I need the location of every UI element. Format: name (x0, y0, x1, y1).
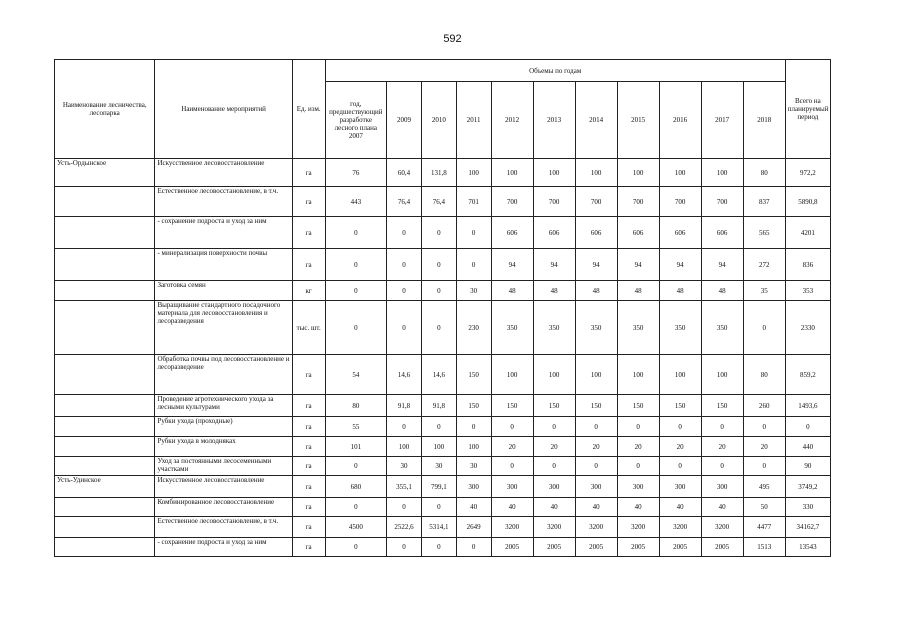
unit-cell: га (292, 355, 325, 395)
total-cell: 5890,8 (785, 187, 830, 217)
value-cell: 48 (575, 281, 617, 301)
unit-cell: га (292, 476, 325, 498)
value-cell: 700 (659, 187, 701, 217)
value-cell: 100 (456, 437, 491, 457)
table-row (55, 301, 831, 355)
value-cell: 20 (617, 437, 659, 457)
value-cell: 0 (491, 417, 533, 437)
header-forestry: Наименование лесничества, лесопарка (55, 60, 155, 159)
activity-cell: Выращивание стандартного посадочного материала для лесовосстановления и лесоразведения (155, 301, 292, 355)
value-cell: 3200 (701, 517, 743, 538)
value-cell: 150 (456, 395, 491, 417)
forest-activities-table (54, 59, 831, 557)
value-cell: 606 (533, 217, 575, 249)
value-cell: 0 (491, 457, 533, 476)
unit-cell: га (292, 457, 325, 476)
value-cell: 76,4 (387, 187, 422, 217)
forestry-name-cell (55, 281, 155, 301)
value-cell: 0 (575, 417, 617, 437)
total-cell: 1493,6 (785, 395, 830, 417)
table-body (55, 159, 831, 557)
header-activity: Наименование мероприятий (155, 60, 292, 159)
value-cell: 700 (617, 187, 659, 217)
activity-cell: Рубки ухода (проходные) (155, 417, 292, 437)
value-cell: 0 (456, 538, 491, 557)
value-cell: 150 (575, 395, 617, 417)
value-cell: 680 (325, 476, 386, 498)
value-cell: 260 (743, 395, 785, 417)
value-cell: 0 (575, 457, 617, 476)
value-cell: 50 (743, 498, 785, 517)
header-year: 2016 (659, 82, 701, 159)
value-cell: 40 (659, 498, 701, 517)
table-row (55, 476, 831, 498)
value-cell: 150 (701, 395, 743, 417)
value-cell: 0 (325, 281, 386, 301)
table-header (55, 60, 831, 159)
value-cell: 0 (421, 249, 456, 281)
value-cell: 150 (456, 355, 491, 395)
value-cell: 799,1 (421, 476, 456, 498)
value-cell: 40 (491, 498, 533, 517)
total-cell: 0 (785, 417, 830, 437)
value-cell: 2005 (659, 538, 701, 557)
value-cell: 230 (456, 301, 491, 355)
header-unit: Ед. изм. (292, 60, 325, 159)
value-cell: 606 (575, 217, 617, 249)
activity-cell: Уход за постоянными лесосеменными участками (155, 457, 292, 476)
total-cell: 4201 (785, 217, 830, 249)
value-cell: 48 (659, 281, 701, 301)
value-cell: 100 (575, 159, 617, 187)
value-cell: 80 (743, 355, 785, 395)
value-cell: 100 (659, 355, 701, 395)
value-cell: 0 (325, 498, 386, 517)
value-cell: 2649 (456, 517, 491, 538)
value-cell: 20 (701, 437, 743, 457)
value-cell: 100 (387, 437, 422, 457)
value-cell: 5314,1 (421, 517, 456, 538)
value-cell: 40 (456, 498, 491, 517)
unit-cell: га (292, 517, 325, 538)
value-cell: 48 (533, 281, 575, 301)
value-cell: 272 (743, 249, 785, 281)
forestry-name-cell (55, 249, 155, 281)
value-cell: 0 (325, 217, 386, 249)
value-cell: 55 (325, 417, 386, 437)
value-cell: 0 (387, 249, 422, 281)
table-row (55, 249, 831, 281)
value-cell: 76,4 (421, 187, 456, 217)
value-cell: 40 (617, 498, 659, 517)
value-cell: 100 (421, 437, 456, 457)
value-cell: 0 (421, 281, 456, 301)
value-cell: 94 (617, 249, 659, 281)
value-cell: 300 (575, 476, 617, 498)
value-cell: 837 (743, 187, 785, 217)
value-cell: 3200 (491, 517, 533, 538)
activity-cell: Естественное лесовосстановление, в т.ч. (155, 187, 292, 217)
value-cell: 100 (617, 355, 659, 395)
activity-cell: Рубки ухода в молодняках (155, 437, 292, 457)
value-cell: 565 (743, 217, 785, 249)
value-cell: 300 (659, 476, 701, 498)
value-cell: 100 (491, 159, 533, 187)
value-cell: 94 (491, 249, 533, 281)
value-cell: 0 (743, 457, 785, 476)
forestry-name-cell (55, 187, 155, 217)
activity-cell: - сохранение подроста и уход за ним (155, 217, 292, 249)
value-cell: 91,8 (421, 395, 456, 417)
value-cell: 0 (421, 217, 456, 249)
total-cell: 90 (785, 457, 830, 476)
value-cell: 0 (325, 301, 386, 355)
header-total: Всего на планируемый период (785, 60, 830, 159)
value-cell: 0 (387, 417, 422, 437)
value-cell: 150 (617, 395, 659, 417)
value-cell: 2005 (533, 538, 575, 557)
value-cell: 606 (491, 217, 533, 249)
value-cell: 0 (325, 538, 386, 557)
value-cell: 2005 (617, 538, 659, 557)
value-cell: 350 (491, 301, 533, 355)
value-cell: 100 (456, 159, 491, 187)
total-cell: 859,2 (785, 355, 830, 395)
page-number: 592 (443, 33, 462, 45)
total-cell: 353 (785, 281, 830, 301)
unit-cell: га (292, 437, 325, 457)
header-year: 2017 (701, 82, 743, 159)
table-row (55, 437, 831, 457)
value-cell: 94 (533, 249, 575, 281)
value-cell: 0 (421, 301, 456, 355)
table-row (55, 159, 831, 187)
value-cell: 700 (533, 187, 575, 217)
value-cell: 300 (491, 476, 533, 498)
value-cell: 2005 (491, 538, 533, 557)
value-cell: 701 (456, 187, 491, 217)
value-cell: 100 (491, 355, 533, 395)
value-cell: 300 (617, 476, 659, 498)
table-row (55, 395, 831, 417)
activity-cell: Заготовка семян (155, 281, 292, 301)
value-cell: 0 (387, 281, 422, 301)
value-cell: 350 (701, 301, 743, 355)
value-cell: 4477 (743, 517, 785, 538)
activity-cell: Обработка почвы под лесовосстановление и лесоразведение (155, 355, 292, 395)
activity-cell: Искусственное лесовосстановление (155, 476, 292, 498)
value-cell: 0 (421, 417, 456, 437)
value-cell: 131,8 (421, 159, 456, 187)
total-cell: 330 (785, 498, 830, 517)
value-cell: 350 (659, 301, 701, 355)
forestry-name-cell (55, 538, 155, 557)
value-cell: 0 (743, 301, 785, 355)
value-cell: 150 (659, 395, 701, 417)
forestry-name-cell (55, 457, 155, 476)
forestry-name-cell (55, 517, 155, 538)
table-row (55, 538, 831, 557)
value-cell: 30 (456, 457, 491, 476)
total-cell: 2330 (785, 301, 830, 355)
value-cell: 0 (617, 417, 659, 437)
value-cell: 20 (491, 437, 533, 457)
header-volumes-by-year: Объемы по годам (325, 60, 785, 82)
table-row (55, 498, 831, 517)
table-row (55, 417, 831, 437)
value-cell: 80 (743, 159, 785, 187)
activity-cell: - сохранение подроста и уход за ним (155, 538, 292, 557)
unit-cell: га (292, 538, 325, 557)
value-cell: 0 (659, 457, 701, 476)
value-cell: 300 (456, 476, 491, 498)
forestry-name-cell (55, 355, 155, 395)
value-cell: 700 (491, 187, 533, 217)
value-cell: 150 (491, 395, 533, 417)
value-cell: 30 (421, 457, 456, 476)
value-cell: 495 (743, 476, 785, 498)
value-cell: 14,6 (387, 355, 422, 395)
header-year: 2013 (533, 82, 575, 159)
header-year: 2012 (491, 82, 533, 159)
value-cell: 14,6 (421, 355, 456, 395)
unit-cell: га (292, 395, 325, 417)
value-cell: 355,1 (387, 476, 422, 498)
table-row (55, 217, 831, 249)
value-cell: 350 (533, 301, 575, 355)
value-cell: 300 (701, 476, 743, 498)
value-cell: 0 (743, 417, 785, 437)
value-cell: 48 (701, 281, 743, 301)
header-base-year: год, предшествующий разработке лесного плана 2007 (325, 82, 386, 159)
value-cell: 1513 (743, 538, 785, 557)
value-cell: 2522,6 (387, 517, 422, 538)
total-cell: 34162,7 (785, 517, 830, 538)
value-cell: 100 (701, 355, 743, 395)
forestry-name-cell (55, 301, 155, 355)
value-cell: 0 (533, 417, 575, 437)
value-cell: 150 (533, 395, 575, 417)
value-cell: 0 (456, 217, 491, 249)
value-cell: 40 (575, 498, 617, 517)
value-cell: 100 (575, 355, 617, 395)
value-cell: 0 (617, 457, 659, 476)
value-cell: 700 (575, 187, 617, 217)
forestry-name-cell (55, 217, 155, 249)
unit-cell: га (292, 187, 325, 217)
value-cell: 4500 (325, 517, 386, 538)
value-cell: 0 (387, 538, 422, 557)
value-cell: 20 (743, 437, 785, 457)
value-cell: 20 (533, 437, 575, 457)
value-cell: 80 (325, 395, 386, 417)
forestry-name-cell (55, 437, 155, 457)
header-year: 2011 (456, 82, 491, 159)
value-cell: 0 (421, 538, 456, 557)
value-cell: 0 (659, 417, 701, 437)
activity-cell: Естественное лесовосстановление, в т.ч. (155, 517, 292, 538)
value-cell: 2005 (575, 538, 617, 557)
value-cell: 101 (325, 437, 386, 457)
value-cell: 0 (325, 249, 386, 281)
value-cell: 40 (701, 498, 743, 517)
unit-cell: тыс. шт. (292, 301, 325, 355)
table-row (55, 281, 831, 301)
value-cell: 76 (325, 159, 386, 187)
table-row (55, 457, 831, 476)
value-cell: 30 (387, 457, 422, 476)
value-cell: 3200 (659, 517, 701, 538)
value-cell: 443 (325, 187, 386, 217)
unit-cell: га (292, 417, 325, 437)
value-cell: 30 (456, 281, 491, 301)
value-cell: 100 (533, 159, 575, 187)
value-cell: 3200 (533, 517, 575, 538)
activity-cell: Комбинированное лесовосстановление (155, 498, 292, 517)
forestry-name-cell (55, 498, 155, 517)
value-cell: 40 (533, 498, 575, 517)
value-cell: 20 (659, 437, 701, 457)
header-year: 2010 (421, 82, 456, 159)
activity-cell: Искусственное лесовосстановление (155, 159, 292, 187)
value-cell: 54 (325, 355, 386, 395)
value-cell: 100 (701, 159, 743, 187)
total-cell: 836 (785, 249, 830, 281)
value-cell: 0 (387, 498, 422, 517)
table-row (55, 355, 831, 395)
value-cell: 0 (701, 457, 743, 476)
forestry-name-cell: Усть-Ордынское (55, 159, 155, 187)
value-cell: 100 (617, 159, 659, 187)
value-cell: 48 (617, 281, 659, 301)
value-cell: 2005 (701, 538, 743, 557)
value-cell: 700 (701, 187, 743, 217)
total-cell: 13543 (785, 538, 830, 557)
value-cell: 0 (387, 301, 422, 355)
value-cell: 91,8 (387, 395, 422, 417)
value-cell: 0 (456, 249, 491, 281)
unit-cell: га (292, 159, 325, 187)
header-year: 2015 (617, 82, 659, 159)
value-cell: 35 (743, 281, 785, 301)
unit-cell: кг (292, 281, 325, 301)
value-cell: 0 (325, 457, 386, 476)
value-cell: 350 (575, 301, 617, 355)
value-cell: 0 (701, 417, 743, 437)
value-cell: 48 (491, 281, 533, 301)
value-cell: 3200 (575, 517, 617, 538)
forestry-name-cell (55, 417, 155, 437)
value-cell: 94 (659, 249, 701, 281)
value-cell: 0 (456, 417, 491, 437)
total-cell: 972,2 (785, 159, 830, 187)
total-cell: 3749,2 (785, 476, 830, 498)
value-cell: 606 (617, 217, 659, 249)
value-cell: 100 (533, 355, 575, 395)
value-cell: 0 (533, 457, 575, 476)
value-cell: 60,4 (387, 159, 422, 187)
value-cell: 20 (575, 437, 617, 457)
header-year: 2014 (575, 82, 617, 159)
unit-cell: га (292, 498, 325, 517)
value-cell: 94 (701, 249, 743, 281)
value-cell: 300 (533, 476, 575, 498)
value-cell: 606 (659, 217, 701, 249)
activity-cell: Проведение агротехнического ухода за лесными культурами (155, 395, 292, 417)
value-cell: 0 (421, 498, 456, 517)
header-year: 2009 (387, 82, 422, 159)
value-cell: 606 (701, 217, 743, 249)
forestry-name-cell: Усть-Удинское (55, 476, 155, 498)
total-cell: 440 (785, 437, 830, 457)
unit-cell: га (292, 217, 325, 249)
table-row (55, 187, 831, 217)
activity-cell: - минерализация поверхности почвы (155, 249, 292, 281)
value-cell: 100 (659, 159, 701, 187)
value-cell: 94 (575, 249, 617, 281)
table-row (55, 517, 831, 538)
unit-cell: га (292, 249, 325, 281)
value-cell: 3200 (617, 517, 659, 538)
value-cell: 350 (617, 301, 659, 355)
value-cell: 0 (387, 217, 422, 249)
header-year: 2018 (743, 82, 785, 159)
forestry-name-cell (55, 395, 155, 417)
